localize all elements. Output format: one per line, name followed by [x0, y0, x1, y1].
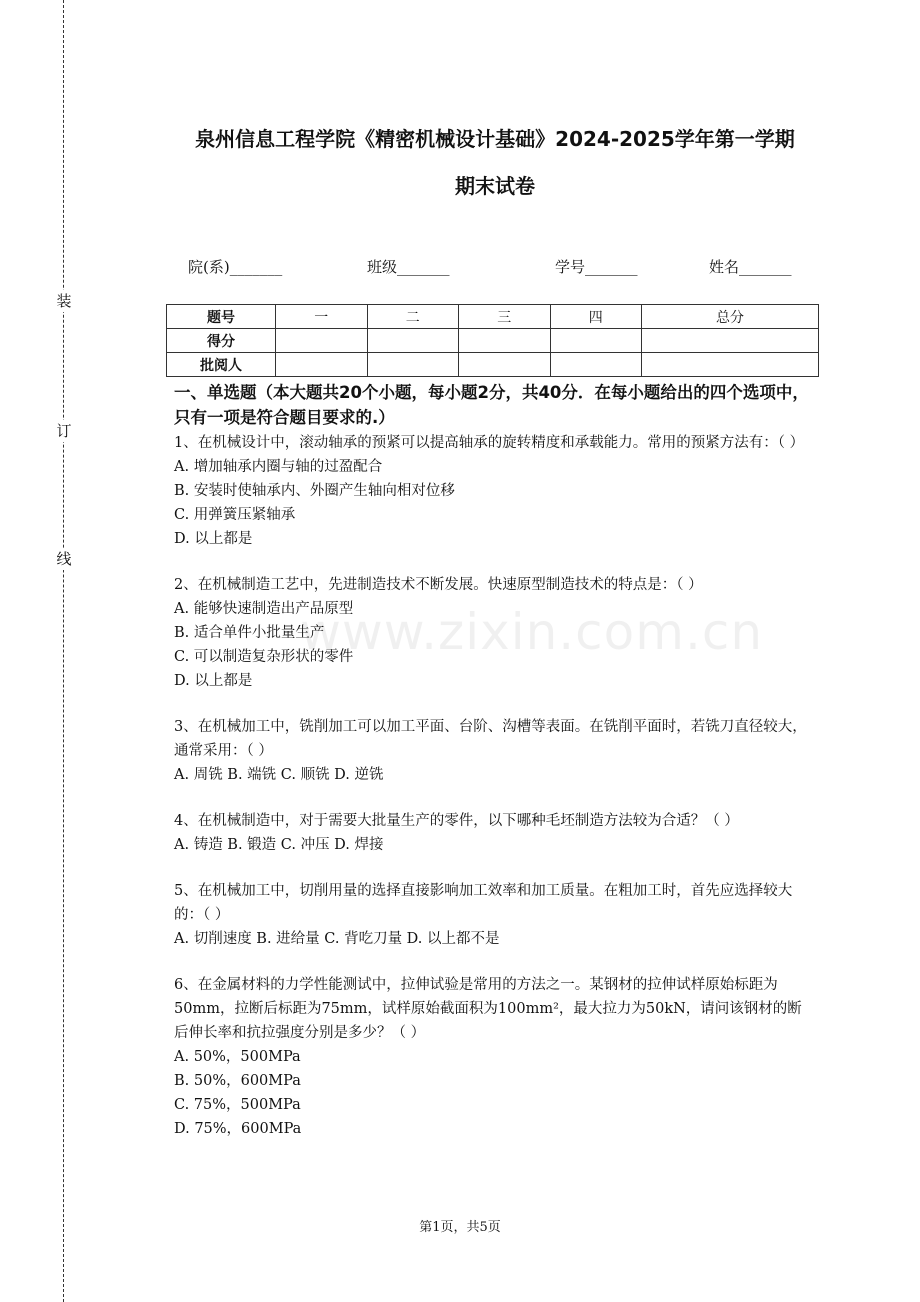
question-stem: 6、在金属材料的力学性能测试中，拉伸试验是常用的方法之一。某钢材的拉伸试样原始标距为50mm，拉断后标距为75mm，试样原始截面积为100mm²，最大拉力为50kN，请问该钢材的断后伸长率和抗拉强度分别是多少？（ ） [174, 977, 802, 1041]
question-stem: 2、在机械制造工艺中，先进制造技术不断发展。快速原型制造技术的特点是：（ ） [174, 577, 703, 593]
reviewer-row [167, 353, 819, 377]
header-cell: 二 [367, 305, 459, 329]
option-b[interactable]: B. 50%，600MPa [174, 1073, 301, 1089]
option-c[interactable]: C. 75%，500MPa [174, 1097, 301, 1113]
binding-char-xian: 线 [56, 550, 72, 568]
watermark: www.zixin.com.cn [300, 603, 764, 661]
question-2 [174, 573, 814, 693]
reviewer-cell[interactable] [550, 353, 642, 377]
header-cell: 四 [550, 305, 642, 329]
score-cell[interactable] [550, 329, 642, 353]
score-table [166, 304, 819, 377]
header-cell: 题号 [167, 305, 276, 329]
exam-content [174, 380, 814, 1163]
binding-char-ding: 订 [56, 422, 72, 440]
reviewer-cell[interactable] [459, 353, 551, 377]
score-table-header [167, 305, 819, 329]
options-line[interactable]: A. 周铣 B. 端铣 C. 顺铣 D. 逆铣 [174, 767, 384, 783]
option-b[interactable]: B. 适合单件小批量生产 [174, 625, 325, 641]
option-c[interactable]: C. 用弹簧压紧轴承 [174, 507, 296, 523]
options-line[interactable]: A. 切削速度 B. 进给量 C. 背吃刀量 D. 以上都不是 [174, 931, 500, 947]
header-cell: 一 [276, 305, 368, 329]
binding-char-zhuang: 装 [56, 292, 72, 310]
option-d[interactable]: D. 75%，600MPa [174, 1121, 302, 1137]
exam-title-line2: 期末试卷 [455, 174, 535, 198]
score-cell[interactable] [367, 329, 459, 353]
question-stem: 3、在机械加工中，铣削加工可以加工平面、台阶、沟槽等表面。在铣削平面时，若铣刀直径较大，通常采用：（ ） [174, 719, 807, 759]
reviewer-cell[interactable] [276, 353, 368, 377]
section-heading: 一、单选题（本大题共20个小题，每小题2分，共40分．在每小题给出的四个选项中，只有一项是符合题目要求的.） [174, 383, 809, 427]
options-line[interactable]: A. 铸造 B. 锻造 C. 冲压 D. 焊接 [174, 837, 384, 853]
question-stem: 1、在机械设计中，滚动轴承的预紧可以提高轴承的旋转精度和承载能力。常用的预紧方法有：（ ） [174, 435, 805, 451]
student-id-field[interactable]: 学号_______ [555, 258, 638, 276]
dept-field[interactable]: 院(系)_______ [188, 258, 283, 276]
option-a[interactable]: A. 增加轴承内圈与轴的过盈配合 [174, 459, 383, 475]
question-4 [174, 809, 814, 857]
question-stem: 4、在机械制造中，对于需要大批量生产的零件，以下哪种毛坯制造方法较为合适？（ ） [174, 813, 739, 829]
header-cell: 总分 [642, 305, 819, 329]
score-cell[interactable] [459, 329, 551, 353]
binding-dashed-line [63, 0, 64, 1302]
score-cell[interactable] [276, 329, 368, 353]
score-cell[interactable] [642, 329, 819, 353]
row-label: 批阅人 [167, 353, 276, 377]
option-d[interactable]: D. 以上都是 [174, 673, 253, 689]
row-label: 得分 [167, 329, 276, 353]
class-field[interactable]: 班级_______ [367, 258, 450, 276]
question-1 [174, 431, 814, 551]
option-a[interactable]: A. 50%，500MPa [174, 1049, 301, 1065]
reviewer-cell[interactable] [367, 353, 459, 377]
option-d[interactable]: D. 以上都是 [174, 531, 253, 547]
question-6 [174, 973, 814, 1141]
score-row [167, 329, 819, 353]
question-3 [174, 715, 814, 787]
question-5 [174, 879, 814, 951]
student-info-row [0, 256, 920, 280]
page-footer: 第1页，共5页 [419, 1220, 501, 1235]
option-c[interactable]: C. 可以制造复杂形状的零件 [174, 649, 354, 665]
question-stem: 5、在机械加工中，切削用量的选择直接影响加工效率和加工质量。在粗加工时，首先应选择较大的：（ ） [174, 883, 793, 923]
reviewer-cell[interactable] [642, 353, 819, 377]
header-cell: 三 [459, 305, 551, 329]
option-b[interactable]: B. 安装时使轴承内、外圈产生轴向相对位移 [174, 483, 455, 499]
option-a[interactable]: A. 能够快速制造出产品原型 [174, 601, 354, 617]
exam-title-line1: 泉州信息工程学院《精密机械设计基础》2024-2025学年第一学期 [195, 127, 795, 151]
name-field[interactable]: 姓名_______ [709, 258, 792, 276]
